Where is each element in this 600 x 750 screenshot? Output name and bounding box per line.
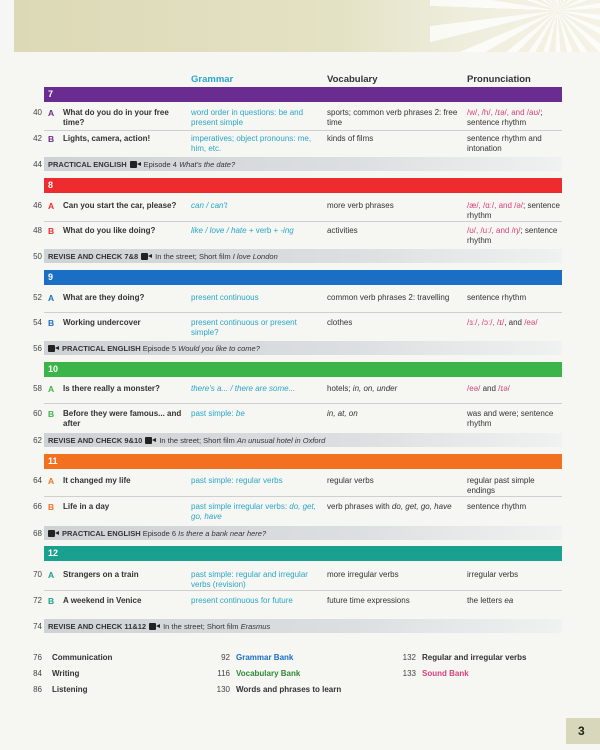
row-divider bbox=[44, 403, 562, 404]
vocabulary-cell: more irregular verbs bbox=[327, 570, 399, 579]
band-label: PRACTICAL ENGLISH bbox=[62, 529, 141, 538]
practical-english-band bbox=[44, 526, 562, 540]
lesson-title: It changed my life bbox=[63, 476, 131, 485]
band-episode-title: Would you like to come? bbox=[178, 344, 260, 353]
pronunciation-cell bbox=[467, 318, 562, 328]
band-film-title: An unusual hotel in Oxford bbox=[236, 436, 326, 445]
pronunciation-text: the letters bbox=[467, 596, 505, 605]
page-number-tab: 3 bbox=[566, 718, 600, 744]
grammar-cell: word order in questions: be and present simple bbox=[191, 108, 304, 127]
band-label: REVISE AND CHECK 7&8 bbox=[48, 252, 139, 261]
unit-7-bar: 7 bbox=[44, 87, 562, 102]
band-label: PRACTICAL ENGLISH bbox=[48, 160, 127, 169]
lesson-title: A weekend in Venice bbox=[63, 596, 142, 605]
vocabulary-cell: in, at, on bbox=[327, 409, 358, 418]
row-divider bbox=[44, 130, 562, 131]
pronunciation-cell bbox=[467, 201, 562, 221]
lesson-title: Can you start the car, please? bbox=[63, 201, 177, 210]
phonetic-symbols: /ʊ/, /uː/, and /ŋ/ bbox=[467, 226, 521, 235]
band-text: Episode 5 bbox=[142, 344, 179, 353]
lesson-letter: A bbox=[48, 570, 55, 580]
band-episode-title: Is there a bank near here? bbox=[178, 529, 267, 538]
footer-link-writing[interactable] bbox=[22, 669, 79, 678]
band-text: Episode 6 bbox=[142, 529, 179, 538]
lesson-letter: B bbox=[48, 409, 55, 419]
page-number: 48 bbox=[33, 226, 42, 235]
page-number: 56 bbox=[33, 344, 42, 353]
lesson-letter: B bbox=[48, 502, 55, 512]
band-label: REVISE AND CHECK 9&10 bbox=[48, 436, 143, 445]
footer-page: 86 bbox=[33, 685, 42, 694]
row-divider bbox=[44, 496, 562, 497]
lesson-letter: B bbox=[48, 226, 55, 236]
grammar-cell: there's a... / there are some... bbox=[191, 384, 296, 393]
page-number: 40 bbox=[33, 108, 42, 117]
unit-10-bar: 10 bbox=[44, 362, 562, 377]
lesson-letter: A bbox=[48, 108, 55, 118]
lesson-title: What do you do in your free time? bbox=[63, 108, 169, 127]
grammar-cell bbox=[191, 409, 321, 419]
unit-12-bar: 12 bbox=[44, 546, 562, 561]
band-label: PRACTICAL ENGLISH bbox=[62, 344, 141, 353]
page-number: 72 bbox=[33, 596, 42, 605]
pronunciation-text: ; sentence rhythm bbox=[467, 226, 558, 245]
footer-title: Listening bbox=[52, 685, 88, 694]
footer-link-communication[interactable] bbox=[22, 653, 112, 662]
vocabulary-text: do, get, go, have bbox=[391, 502, 452, 511]
footer-link-sound-bank[interactable] bbox=[398, 669, 469, 678]
page-number: 70 bbox=[33, 570, 42, 579]
grammar-cell: past simple: regular verbs bbox=[191, 476, 283, 485]
footer-title: Words and phrases to learn bbox=[236, 685, 342, 694]
band-film-title: I love London bbox=[232, 252, 278, 261]
lesson-letter: B bbox=[48, 134, 55, 144]
vocabulary-column-header: Vocabulary bbox=[327, 74, 378, 85]
sunburst-decoration bbox=[430, 0, 600, 52]
lesson-title: Life in a day bbox=[63, 502, 110, 511]
lesson-title: Working undercover bbox=[63, 318, 141, 327]
pronunciation-cell bbox=[467, 596, 562, 606]
grammar-text: -ing bbox=[280, 226, 294, 235]
pronunciation-text: ; sentence rhythm bbox=[467, 108, 543, 127]
row-divider bbox=[44, 590, 562, 591]
vocabulary-cell: sports; common verb phrases 2: free time bbox=[327, 108, 458, 127]
row-divider bbox=[44, 221, 562, 222]
lesson-letter: A bbox=[48, 293, 55, 303]
band-film-title: Erasmus bbox=[240, 622, 271, 631]
vocabulary-cell: clothes bbox=[327, 318, 353, 327]
grammar-cell: past simple: regular and irregular verbs (revision) bbox=[191, 570, 308, 589]
revise-and-check-band bbox=[44, 249, 562, 263]
page-number: 54 bbox=[33, 318, 42, 327]
grammar-cell: present continuous for future bbox=[191, 596, 293, 605]
pronunciation-cell: sentence rhythm bbox=[467, 293, 527, 302]
video-camera-icon bbox=[48, 345, 59, 352]
page-number: 66 bbox=[33, 502, 42, 511]
practical-english-band bbox=[44, 341, 562, 355]
pronunciation-column-header: Pronunciation bbox=[467, 74, 531, 85]
page-number: 68 bbox=[33, 529, 42, 538]
lesson-title: Lights, camera, action! bbox=[63, 134, 151, 143]
footer-link-vocabulary-bank[interactable] bbox=[210, 669, 300, 678]
unit-11-bar: 11 bbox=[44, 454, 562, 469]
lesson-title: Is there really a monster? bbox=[63, 384, 160, 393]
page-number: 58 bbox=[33, 384, 42, 393]
footer-page: 76 bbox=[33, 653, 42, 662]
grammar-column-header: Grammar bbox=[191, 74, 234, 85]
lesson-letter: A bbox=[48, 476, 55, 486]
unit-8-bar: 8 bbox=[44, 178, 562, 193]
revise-and-check-band bbox=[44, 433, 562, 447]
grammar-text: do, get, go, have bbox=[191, 502, 316, 521]
pronunciation-cell: sentence rhythm and intonation bbox=[467, 134, 542, 153]
band-text: In the street; Short film bbox=[163, 622, 241, 631]
pronunciation-cell: irregular verbs bbox=[467, 570, 519, 579]
grammar-cell: imperatives; object pronouns: me, him, etc. bbox=[191, 134, 312, 153]
video-camera-icon bbox=[149, 623, 160, 630]
footer-link-grammar-bank[interactable] bbox=[210, 653, 293, 662]
grammar-cell: can / can't bbox=[191, 201, 228, 210]
band-text: Episode 4 bbox=[143, 160, 180, 169]
pronunciation-text: ; sentence rhythm bbox=[467, 201, 560, 220]
band-label: REVISE AND CHECK 11&12 bbox=[48, 622, 147, 631]
footer-link-irregular-verbs[interactable] bbox=[398, 653, 526, 662]
page-number: 44 bbox=[33, 160, 42, 169]
pronunciation-cell: was and were; sentence rhythm bbox=[467, 409, 554, 428]
vocabulary-text: hotels; bbox=[327, 384, 353, 393]
header-banner bbox=[14, 0, 600, 52]
lesson-letter: A bbox=[48, 384, 55, 394]
pronunciation-cell bbox=[467, 108, 562, 128]
footer-page: 132 bbox=[402, 653, 416, 662]
footer-page: 84 bbox=[33, 669, 42, 678]
grammar-cell: present continuous bbox=[191, 293, 259, 302]
vocabulary-cell: common verb phrases 2: travelling bbox=[327, 293, 450, 302]
grammar-text: past simple: bbox=[191, 409, 236, 418]
video-camera-icon bbox=[130, 161, 141, 168]
vocabulary-cell bbox=[327, 384, 465, 394]
footer-title: Grammar Bank bbox=[236, 653, 294, 662]
lesson-title: What are they doing? bbox=[63, 293, 145, 302]
lesson-title: Before they were famous... and after bbox=[63, 409, 182, 428]
footer-link-words-to-learn[interactable] bbox=[210, 685, 341, 694]
vocabulary-cell: regular verbs bbox=[327, 476, 374, 485]
footer-title: Vocabulary Bank bbox=[236, 669, 301, 678]
page-number: 62 bbox=[33, 436, 42, 445]
footer-link-listening[interactable] bbox=[22, 685, 88, 694]
page-number: 46 bbox=[33, 201, 42, 210]
grammar-text: past simple irregular verbs: bbox=[191, 502, 290, 511]
footer-title: Communication bbox=[52, 653, 113, 662]
video-camera-icon bbox=[48, 530, 59, 537]
grammar-cell bbox=[191, 502, 321, 522]
phonetic-symbols: /æ/, /ɑː/, and /ə/ bbox=[467, 201, 524, 210]
pronunciation-text: , and bbox=[504, 318, 525, 327]
vocabulary-text: in, on, under bbox=[352, 384, 398, 393]
video-camera-icon bbox=[145, 437, 156, 444]
vocabulary-cell bbox=[327, 502, 465, 512]
grammar-text: be bbox=[235, 409, 245, 418]
grammar-cell bbox=[191, 226, 321, 236]
footer-page: 92 bbox=[221, 653, 230, 662]
vocabulary-cell: future time expressions bbox=[327, 596, 410, 605]
phonetic-symbols: /eə/ bbox=[524, 318, 538, 327]
footer-title: Sound Bank bbox=[422, 669, 469, 678]
revise-and-check-band bbox=[44, 619, 562, 633]
pronunciation-cell: regular past simple endings bbox=[467, 476, 535, 495]
page-number: 60 bbox=[33, 409, 42, 418]
lesson-letter: B bbox=[48, 596, 55, 606]
page-number: 74 bbox=[33, 622, 42, 631]
row-divider bbox=[44, 312, 562, 313]
pronunciation-cell bbox=[467, 384, 562, 394]
lesson-letter: A bbox=[48, 201, 55, 211]
phonetic-symbols: /w/, /h/, /ɪə/, and /aʊ/ bbox=[467, 108, 541, 117]
page-number: 64 bbox=[33, 476, 42, 485]
lesson-title: Strangers on a train bbox=[63, 570, 139, 579]
band-text: In the street; Short film bbox=[159, 436, 237, 445]
page-number: 52 bbox=[33, 293, 42, 302]
pronunciation-cell bbox=[467, 226, 562, 246]
pronunciation-text: ea bbox=[504, 596, 514, 605]
practical-english-band bbox=[44, 157, 562, 171]
page-number: 42 bbox=[33, 134, 42, 143]
grammar-cell: present continuous or present simple? bbox=[191, 318, 297, 337]
page-number: 50 bbox=[33, 252, 42, 261]
grammar-text: + bbox=[271, 226, 281, 235]
footer-page: 130 bbox=[216, 685, 230, 694]
grammar-text: like / love / hate + bbox=[191, 226, 256, 235]
vocabulary-cell: activities bbox=[327, 226, 358, 235]
phonetic-symbols: /ɪə/ bbox=[498, 384, 510, 393]
video-camera-icon bbox=[141, 253, 152, 260]
vocabulary-cell: more verb phrases bbox=[327, 201, 394, 210]
phonetic-symbols: /eə/ bbox=[467, 384, 481, 393]
phonetic-symbols: /ɜː/, /ɔː/, /ɪ/ bbox=[467, 318, 505, 327]
band-text: In the street; Short film bbox=[155, 252, 233, 261]
unit-9-bar: 9 bbox=[44, 270, 562, 285]
vocabulary-cell: kinds of films bbox=[327, 134, 374, 143]
footer-page: 133 bbox=[402, 669, 416, 678]
pronunciation-cell: sentence rhythm bbox=[467, 502, 527, 511]
lesson-title: What do you like doing? bbox=[63, 226, 156, 235]
pronunciation-text: and bbox=[480, 384, 499, 393]
vocabulary-text: verb phrases with bbox=[327, 502, 392, 511]
grammar-text: verb bbox=[255, 226, 272, 235]
lesson-letter: B bbox=[48, 318, 55, 328]
band-episode-title: What's the date? bbox=[179, 160, 236, 169]
footer-page: 116 bbox=[217, 669, 230, 678]
footer-title: Regular and irregular verbs bbox=[422, 653, 527, 662]
footer-title: Writing bbox=[52, 669, 80, 678]
